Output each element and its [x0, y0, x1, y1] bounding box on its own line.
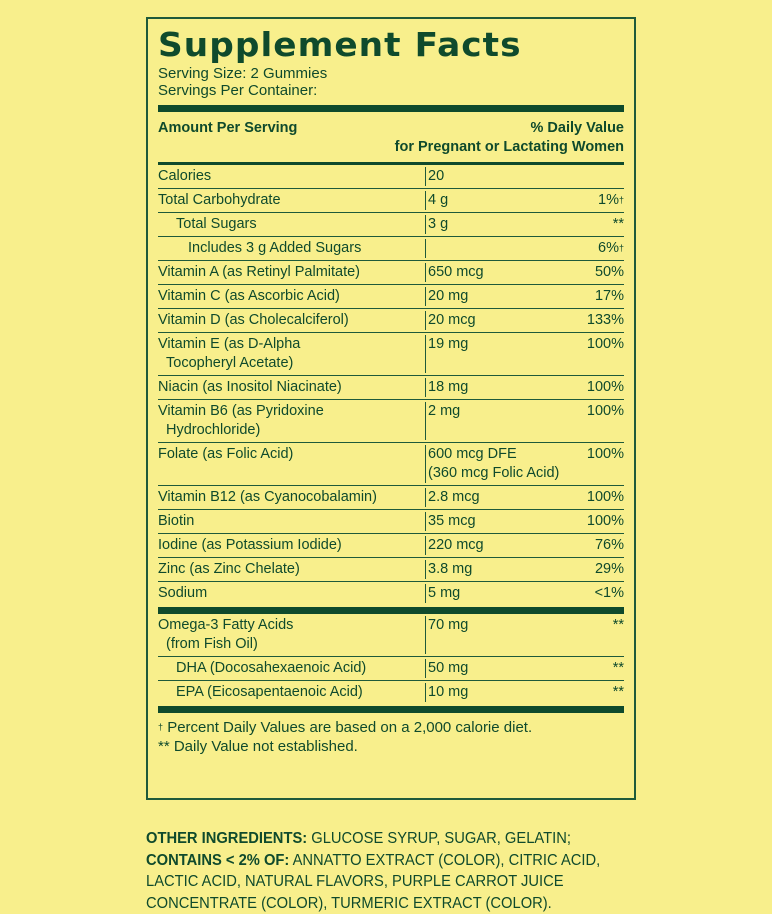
nutrient-name: Vitamin B12 (as Cyanocobalamin)	[158, 488, 426, 507]
nutrient-name: Vitamin A (as Retinyl Palmitate)	[158, 263, 426, 282]
serving-size: Serving Size: 2 Gummies	[158, 65, 328, 82]
nutrient-name: Niacin (as Inositol Niacinate)	[158, 378, 426, 397]
nutrient-amount: 3.8 mg	[428, 561, 473, 577]
nutrient-amount: 70 mg	[428, 617, 469, 633]
nutrient-name: EPA (Eicosapentaenoic Acid)	[158, 683, 426, 702]
nutrient-dv: 29%	[594, 561, 624, 577]
contains-label: CONTAINS < 2% OF:	[146, 851, 290, 869]
nutrient-name: Vitamin B6 (as Pyridoxine Hydrochloride)	[158, 402, 426, 440]
nutrient-dv: 6%†	[598, 240, 624, 256]
nutrient-amount: 20 mcg	[428, 312, 476, 328]
table-row	[158, 443, 624, 486]
contains-text: ANNATTO EXTRACT (COLOR), CITRIC ACID, LACTIC ACID, NATURAL FLAVORS, PURPLE CARROT JUICE CONCENTRATE (COLOR), TURMERIC EXTRACT (COLOR).	[146, 851, 601, 912]
nutrient-dv: 100%	[586, 513, 624, 529]
table-row	[158, 681, 624, 704]
table-row	[158, 285, 624, 309]
table-row	[158, 261, 624, 285]
nutrient-dv: **	[612, 660, 624, 676]
table-row	[158, 614, 624, 657]
nutrient-dv: **	[612, 216, 624, 232]
nutrient-name: Sodium	[158, 584, 426, 603]
nutrient-amount: 650 mcg	[428, 264, 484, 280]
nutrient-name: Zinc (as Zinc Chelate)	[158, 560, 426, 579]
nutrient-name: Total Carbohydrate	[158, 191, 426, 210]
panel-title: Supplement Facts	[158, 25, 522, 64]
table-row	[158, 237, 624, 261]
servings-per-container: Servings Per Container:	[158, 82, 318, 99]
table-row	[158, 534, 624, 558]
table-row	[158, 189, 624, 213]
column-header	[158, 112, 624, 162]
thick-divider	[158, 607, 624, 614]
nutrient-name: Iodine (as Potassium Iodide)	[158, 536, 426, 555]
nutrient-name: Vitamin E (as D-Alpha Tocopheryl Acetate)	[158, 335, 426, 373]
nutrient-name: Includes 3 g Added Sugars	[158, 239, 426, 258]
table-row	[158, 582, 624, 605]
table-row	[158, 400, 624, 443]
thick-divider	[158, 105, 624, 112]
nutrient-name: Calories	[158, 167, 426, 186]
nutrient-name: Total Sugars	[158, 215, 426, 234]
nutrient-dv: 17%	[594, 288, 624, 304]
table-row	[158, 558, 624, 582]
nutrient-name: Omega-3 Fatty Acids (from Fish Oil)	[158, 616, 426, 654]
nutrient-amount: 5 mg	[428, 585, 461, 601]
table-row	[158, 165, 624, 189]
omega-table	[158, 614, 624, 704]
table-row	[158, 213, 624, 237]
nutrient-name: Vitamin D (as Cholecalciferol)	[158, 311, 426, 330]
nutrient-table	[158, 165, 624, 605]
nutrient-dv: 76%	[594, 537, 624, 553]
table-row	[158, 376, 624, 400]
nutrient-amount	[426, 239, 576, 258]
table-row	[158, 333, 624, 376]
other-ingredients-label: OTHER INGREDIENTS:	[146, 830, 308, 847]
nutrient-name: Biotin	[158, 512, 426, 531]
table-row	[158, 309, 624, 333]
nutrient-dv: **	[612, 684, 624, 700]
supplement-facts-panel	[146, 17, 636, 800]
footnotes	[158, 713, 624, 756]
nutrient-dv: 50%	[594, 264, 624, 280]
nutrient-name: DHA (Docosahexaenoic Acid)	[158, 659, 426, 678]
nutrient-dv	[576, 167, 624, 186]
nutrient-amount: 600 mcg DFE (360 mcg Folic Acid)	[428, 446, 560, 481]
table-row	[158, 657, 624, 681]
thick-divider	[158, 706, 624, 713]
nutrient-dv: 100%	[586, 336, 624, 352]
footnote-stars: ** Daily Value not established.	[158, 738, 358, 755]
nutrient-amount: 2 mg	[428, 403, 461, 419]
nutrient-amount: 2.8 mcg	[428, 489, 480, 505]
nutrient-name: Vitamin C (as Ascorbic Acid)	[158, 287, 426, 306]
nutrient-dv: 133%	[586, 312, 624, 328]
nutrient-amount: 20 mg	[428, 288, 469, 304]
nutrient-dv: 100%	[586, 403, 624, 419]
nutrient-dv: **	[612, 617, 624, 633]
nutrient-dv: 1%†	[598, 192, 624, 208]
daily-value-line2: for Pregnant or Lactating Women	[394, 139, 624, 155]
nutrient-amount: 10 mg	[428, 684, 469, 700]
nutrient-amount: 4 g	[428, 192, 449, 208]
footnote-dagger: † Percent Daily Values are based on a 2,000 calorie diet.	[158, 719, 533, 736]
nutrient-amount: 18 mg	[428, 379, 469, 395]
amount-per-serving-label: Amount Per Serving	[158, 120, 298, 136]
nutrient-amount: 19 mg	[428, 336, 469, 352]
table-row	[158, 510, 624, 534]
nutrient-dv: 100%	[586, 446, 624, 462]
nutrient-dv: 100%	[586, 379, 624, 395]
table-row	[158, 486, 624, 510]
ingredients-statement	[146, 828, 621, 914]
nutrient-name: Folate (as Folic Acid)	[158, 445, 426, 483]
nutrient-dv: <1%	[594, 585, 624, 601]
nutrient-dv: 100%	[586, 489, 624, 505]
daily-value-line1: % Daily Value	[530, 120, 624, 136]
nutrient-amount: 50 mg	[428, 660, 469, 676]
nutrient-amount: 3 g	[428, 216, 449, 232]
nutrient-amount: 220 mcg	[428, 537, 484, 553]
nutrient-amount: 35 mcg	[428, 513, 476, 529]
other-ingredients-text: GLUCOSE SYRUP, SUGAR, GELATIN;	[311, 830, 571, 847]
daily-value-label	[395, 119, 624, 162]
nutrient-amount: 20	[428, 168, 445, 184]
